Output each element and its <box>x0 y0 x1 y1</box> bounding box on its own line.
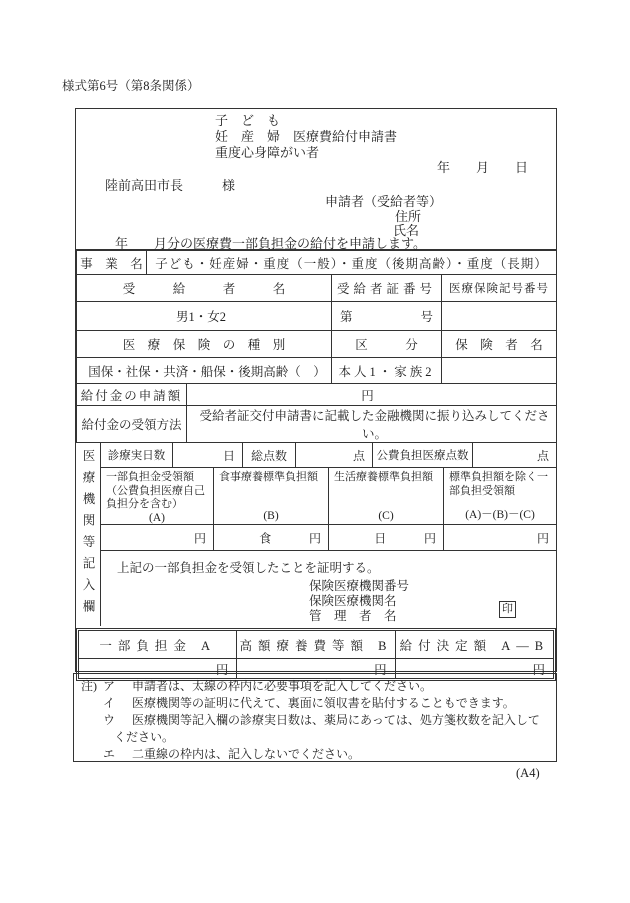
total-points-cell <box>296 443 373 467</box>
cert-number-suffix: 号 <box>420 310 433 324</box>
total-points-unit: 点 <box>352 448 365 463</box>
form-number: 様式第6号（第8条関係） <box>62 79 200 93</box>
note-u-letter: ウ <box>103 713 116 727</box>
treatment-days-label: 診療実日数 <box>101 443 173 467</box>
unit-c: 円 <box>423 531 436 545</box>
benefit-amount-label: 給付金の申請額 <box>77 384 187 406</box>
certify-sentence: 上記の一部負担金を受領したことを証明する。 <box>117 561 380 575</box>
cert-number-header: 受給者証番号 <box>332 275 442 302</box>
name-label: 氏名 <box>393 223 420 238</box>
public-points-label: 公費負担医療点数 <box>373 443 473 467</box>
code-a: (A) <box>149 511 165 524</box>
living-burden-amount-cell <box>329 525 444 550</box>
public-points-cell <box>473 443 556 467</box>
addressee: 陸前高田市長 様 <box>105 178 236 193</box>
benefit-amount-unit: 円 <box>361 388 374 403</box>
note-i-row <box>81 695 551 712</box>
code-abc: (A)－(B)－(C) <box>465 509 535 521</box>
medical-section-vertical-label: 医療機関等記入欄 <box>76 443 101 626</box>
date-line: 年 月 日 <box>436 160 528 175</box>
division-value: 本人1・家族2 <box>332 358 442 384</box>
meal-count-label: 食 <box>259 531 272 545</box>
business-name-value: 子ども・妊産婦・重度（一般）・重度（後期高齢）・重度（長期） <box>147 251 557 275</box>
gender-codes: 男1・女2 <box>175 310 226 324</box>
insurance-type-header: 医 療 保 険 の 種 別 <box>77 331 332 358</box>
org-number-label: 保険医療機関番号 <box>309 579 410 593</box>
medical-institution-section <box>76 443 556 626</box>
code-c: (C) <box>378 510 394 522</box>
unit-d: 円 <box>536 531 549 545</box>
summary-unit-1: 円 <box>215 662 229 677</box>
note-u-row <box>81 712 551 746</box>
request-sentence: 年 月分の医療費一部負担金の給付を申請します。 <box>115 236 426 251</box>
note-e-letter: エ <box>103 747 116 761</box>
unit-b: 円 <box>308 531 321 545</box>
medical-counts-row <box>101 443 556 468</box>
code-b: (B) <box>263 510 279 522</box>
treatment-days-cell <box>173 443 243 467</box>
cert-number-cell <box>332 302 442 331</box>
recipient-name-cell <box>77 302 332 331</box>
org-name-label: 保険医療機関名 <box>309 594 397 608</box>
division-header: 区 分 <box>332 331 442 358</box>
insurer-value-cell <box>442 358 557 384</box>
note-a-row <box>81 678 551 695</box>
certification-block <box>101 551 556 626</box>
insurer-header: 保 険 者 名 <box>442 331 557 358</box>
title-line-ninsanpu: 妊 産 婦 医療費給付申請書 <box>215 129 398 144</box>
business-name-label: 事 業 名 <box>77 251 147 275</box>
notes-box <box>73 673 557 762</box>
application-table <box>76 250 557 443</box>
manager-name-label: 管 理 者 名 <box>309 609 397 623</box>
seal-mark: 印 <box>499 601 516 618</box>
copay-a-header: 一部負担金 A <box>79 631 237 658</box>
decision-amount-header: 給付決定額 A―B <box>399 638 550 653</box>
copay-header-row <box>101 468 556 525</box>
net-copay-amount-cell <box>444 525 556 550</box>
main-form-box <box>75 108 557 677</box>
note-i-letter: イ <box>103 696 116 710</box>
summary-unit-3: 円 <box>532 662 545 677</box>
form-header <box>76 109 556 250</box>
recipient-name-header: 受 給 者 名 <box>77 275 332 302</box>
net-copay-header: 標準負担額を除く一部負担受領額 (A)－(B)－(C) <box>444 468 556 524</box>
high-cost-b-header: 高額療養費等額 B <box>237 631 395 658</box>
unit-a: 円 <box>193 531 206 545</box>
title-line-kodomo: 子 ど も <box>215 113 281 128</box>
benefit-decision-header-row <box>79 631 553 659</box>
note-e-text: 二重線の枠内は、記入しないでください。 <box>132 747 361 761</box>
cert-number-prefix: 第 <box>340 310 353 324</box>
public-points-unit: 点 <box>536 448 549 463</box>
meal-burden-header: 食事療養標準負担額 (B) <box>214 468 329 524</box>
insurance-id-header: 医療保険記号番号 <box>442 275 557 302</box>
note-prefix: 注) <box>81 679 97 693</box>
note-a-text: 申請者は、太線の枠内に必要事項を記入してください。 <box>132 679 433 693</box>
summary-unit-2: 円 <box>374 662 387 677</box>
copay-received-header: 一部負担金受領額（公費負担医療自己負担分を含む） (A) <box>101 468 214 524</box>
day-count-label: 日 <box>374 531 387 545</box>
meal-burden-amount-cell <box>214 525 329 550</box>
total-points-label: 総点数 <box>243 443 296 467</box>
insurance-type-value: 国保・社保・共済・船保・後期高齢（ ） <box>77 358 332 384</box>
insurance-id-cell <box>442 302 557 331</box>
copay-received-amount-cell <box>101 525 214 550</box>
receipt-method-label: 給付金の受領方法 <box>77 406 187 443</box>
treatment-days-unit: 日 <box>222 448 235 463</box>
paper-size-label: (A4) <box>516 766 540 780</box>
living-burden-header: 生活療養標準負担額 (C) <box>329 468 444 524</box>
note-u-text: 医療機関等記入欄の診療実日数は、薬局にあっては、処方箋枚数を記入してください。 <box>114 713 540 744</box>
medical-section-content <box>101 443 556 626</box>
copay-amounts-row <box>101 525 556 551</box>
title-line-judo: 重度心身障がい者 <box>215 145 320 160</box>
applicant-label: 申請者（受給者等） <box>325 194 443 209</box>
receipt-method-value: 受給者証交付申請書に記載した金融機関に振り込みしてください。 <box>187 406 557 443</box>
note-i-text: 医療機関等の証明に代えて、裏面に領収書を貼付することもできます。 <box>132 696 515 710</box>
benefit-amount-cell <box>187 384 557 406</box>
note-e-row <box>81 746 551 763</box>
address-label: 住所 <box>395 209 422 224</box>
note-a-letter: ア <box>103 679 116 693</box>
